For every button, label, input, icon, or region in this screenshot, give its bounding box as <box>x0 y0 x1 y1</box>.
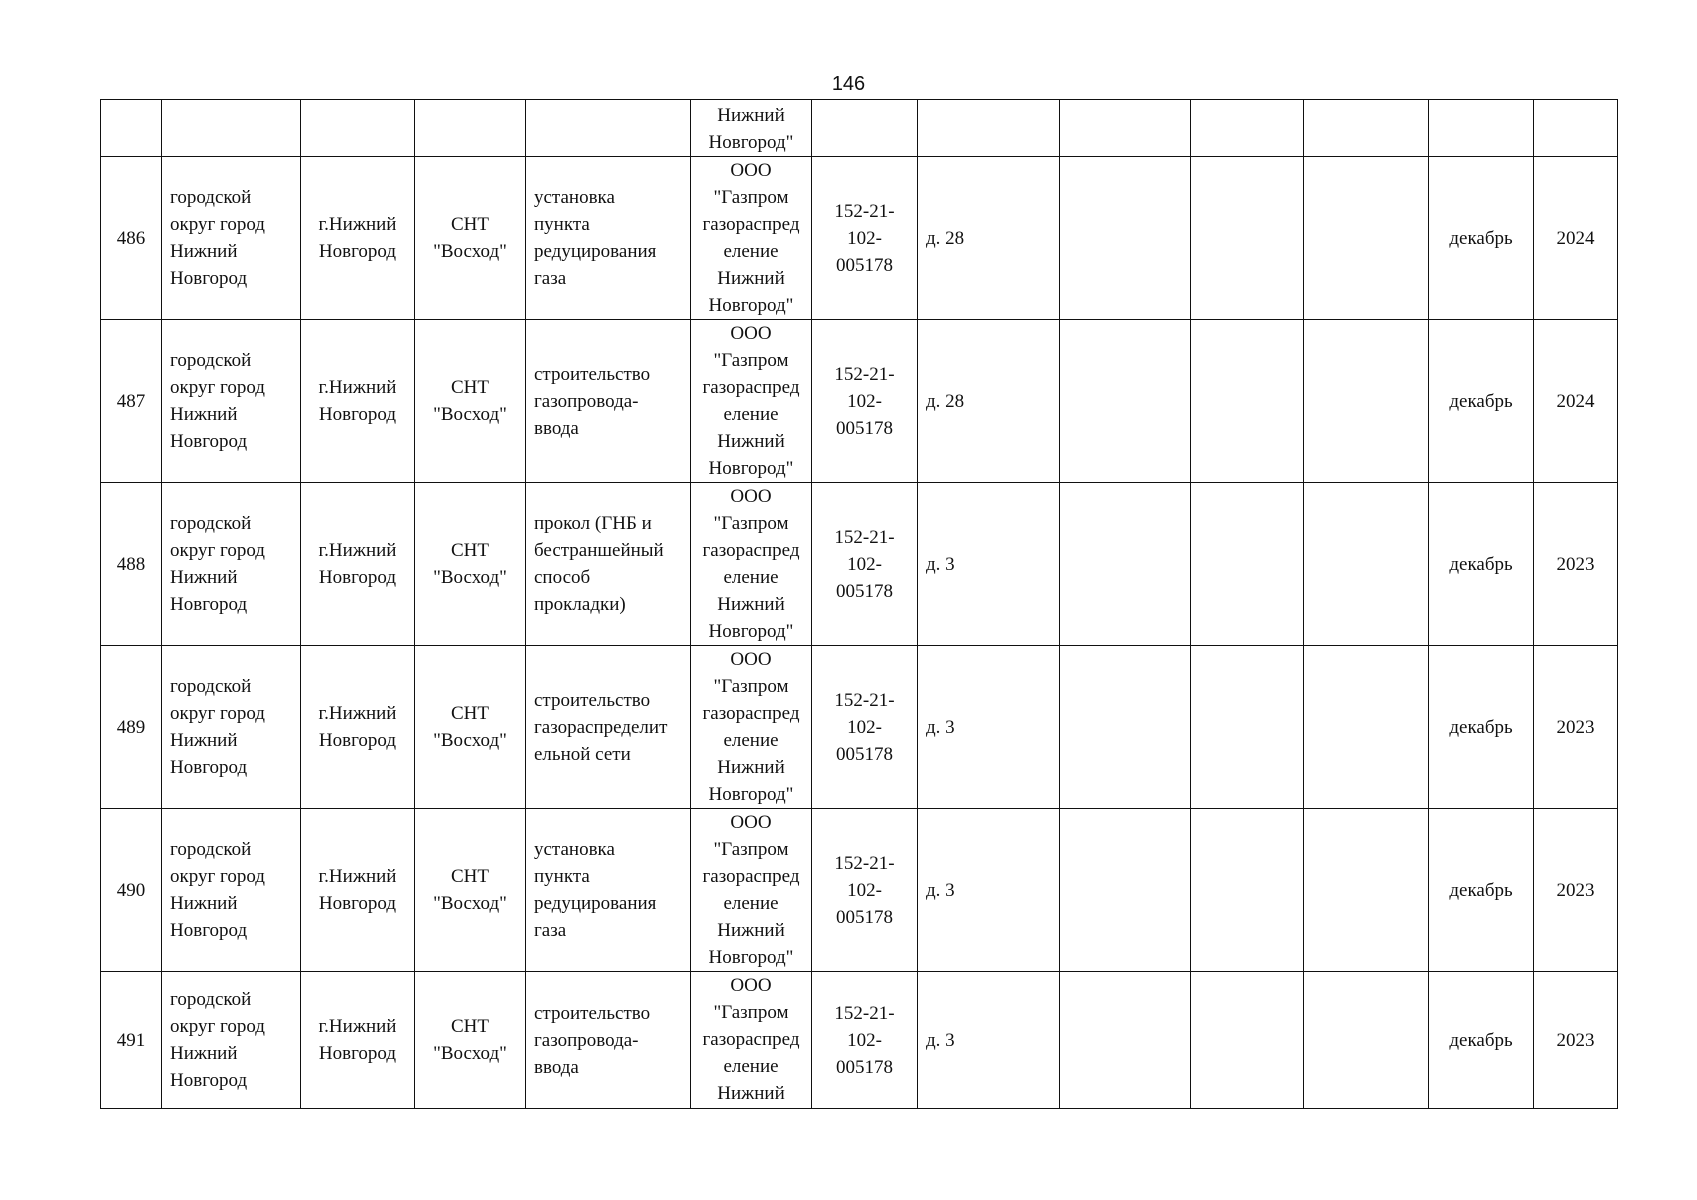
cell-year: 2023 <box>1534 809 1618 972</box>
row-number: 490 <box>101 809 162 972</box>
cell-work-type <box>526 157 691 320</box>
cell-empty <box>1304 972 1429 1109</box>
cell-month: декабрь <box>1429 483 1534 646</box>
city-line: г.Нижний <box>318 1016 397 1037</box>
cell-municipality <box>162 646 301 809</box>
municipality-line: городской <box>170 350 252 371</box>
table-row <box>101 972 1618 1109</box>
organization-line: "Газпром <box>713 1002 789 1023</box>
organization-line: ООО <box>730 649 772 670</box>
work-type-line: строительство <box>534 1002 651 1024</box>
organization-line: Новгород" <box>708 947 794 968</box>
cell-work-type <box>526 483 691 646</box>
organization-line: "Газпром <box>713 513 789 534</box>
cell-municipality <box>162 100 301 157</box>
work-type-line: строительство <box>534 689 651 711</box>
municipality-line: Новгород <box>170 268 248 289</box>
work-type-line: газопровода- <box>534 390 639 412</box>
document-line: 152-21- <box>834 200 895 222</box>
municipality-line: округ город <box>170 1016 265 1037</box>
work-type-line: бестраншейный <box>534 540 664 561</box>
snt-line: "Восход" <box>433 1043 507 1064</box>
organization-line: Новгород" <box>708 458 794 479</box>
municipality-line: Новгород <box>170 431 248 452</box>
work-type-line: газа <box>534 920 567 941</box>
cell-organization <box>691 157 812 320</box>
municipality-line: округ город <box>170 866 265 887</box>
cell-city <box>301 972 415 1109</box>
cell-work-type <box>526 646 691 809</box>
organization-line: ООО <box>730 323 772 344</box>
document-line: 005178 <box>836 580 893 602</box>
city-line: г.Нижний <box>318 703 397 724</box>
work-type-line: установка <box>534 839 615 860</box>
work-type-line: прокладки) <box>534 594 626 615</box>
cell-city <box>301 320 415 483</box>
cell-empty <box>1304 157 1429 320</box>
organization-line: газораспред <box>702 214 800 235</box>
cell-empty <box>1191 809 1304 972</box>
document-line: 152-21- <box>834 363 895 385</box>
table-body <box>101 100 1618 1109</box>
city-line: Новгород <box>318 1043 397 1064</box>
cell-month <box>1429 100 1534 157</box>
organization-line: "Газпром <box>713 350 789 371</box>
cell-house: д. 28 <box>918 320 1060 483</box>
municipality-line: городской <box>170 989 252 1010</box>
cell-work-type <box>526 972 691 1109</box>
cell-month: декабрь <box>1429 157 1534 320</box>
cell-empty <box>1191 483 1304 646</box>
cell-empty <box>1304 483 1429 646</box>
city-line: Новгород <box>318 730 397 751</box>
document-line: 152-21- <box>834 852 895 874</box>
cell-empty <box>1060 646 1191 809</box>
municipality-line: Нижний <box>170 893 238 914</box>
organization-line: еление <box>723 893 779 914</box>
municipality-line: округ город <box>170 377 265 398</box>
snt-line: СНТ <box>451 377 489 398</box>
work-type-line: пункта <box>534 866 590 887</box>
cell-year: 2023 <box>1534 972 1618 1109</box>
cell-snt <box>415 809 526 972</box>
document-line: 102- <box>847 1029 882 1051</box>
document-line: 152-21- <box>834 1002 895 1024</box>
row-number: 487 <box>101 320 162 483</box>
document-line: 005178 <box>836 254 893 276</box>
municipality-line: округ город <box>170 540 265 561</box>
work-type-line: газа <box>534 268 567 289</box>
document-line: 005178 <box>836 417 893 439</box>
cell-municipality <box>162 972 301 1109</box>
cell-month: декабрь <box>1429 972 1534 1109</box>
document-line: 102- <box>847 553 882 575</box>
cell-organization <box>691 320 812 483</box>
municipality-line: Новгород <box>170 757 248 778</box>
cell-empty <box>1060 320 1191 483</box>
city-line: г.Нижний <box>318 866 397 887</box>
snt-line: СНТ <box>451 214 489 235</box>
cell-document <box>812 809 918 972</box>
cell-empty <box>1060 157 1191 320</box>
document-line: 152-21- <box>834 526 895 548</box>
cell-document <box>812 157 918 320</box>
organization-line: "Газпром <box>713 839 789 860</box>
cell-snt <box>415 483 526 646</box>
snt-line: "Восход" <box>433 567 507 588</box>
cell-empty <box>1304 100 1429 157</box>
document-line: 005178 <box>836 1056 893 1078</box>
snt-line: СНТ <box>451 1016 489 1037</box>
municipality-line: округ город <box>170 214 265 235</box>
city-line: Новгород <box>318 404 397 425</box>
work-type-line: строительство <box>534 363 651 385</box>
cell-municipality <box>162 157 301 320</box>
cell-house: д. 3 <box>918 972 1060 1109</box>
cell-empty <box>1304 320 1429 483</box>
municipality-line: Нижний <box>170 567 238 588</box>
document-line: 102- <box>847 716 882 738</box>
municipality-line: городской <box>170 839 252 860</box>
cell-year: 2024 <box>1534 157 1618 320</box>
document-line: 102- <box>847 227 882 249</box>
municipality-line: городской <box>170 513 252 534</box>
organization-line: Нижний <box>717 1083 785 1104</box>
document-line: 005178 <box>836 906 893 928</box>
city-line: г.Нижний <box>318 540 397 561</box>
organization-line: Новгород" <box>708 295 794 316</box>
cell-organization <box>691 100 812 157</box>
organization-line: газораспред <box>702 703 800 724</box>
cell-work-type <box>526 320 691 483</box>
city-line: г.Нижний <box>318 214 397 235</box>
organization-line: Новгород" <box>708 621 794 642</box>
cell-municipality <box>162 809 301 972</box>
document-line: 005178 <box>836 743 893 765</box>
organization-line: ООО <box>730 160 772 181</box>
cell-empty <box>1304 646 1429 809</box>
municipality-line: Новгород <box>170 1070 248 1091</box>
cell-snt <box>415 972 526 1109</box>
city-line: Новгород <box>318 567 397 588</box>
organization-line: ООО <box>730 975 772 996</box>
cell-municipality <box>162 320 301 483</box>
cell-snt <box>415 157 526 320</box>
municipality-line: Нижний <box>170 1043 238 1064</box>
work-type-line: ельной сети <box>534 743 631 765</box>
snt-line: "Восход" <box>433 404 507 425</box>
municipality-line: городской <box>170 187 252 208</box>
cell-house: д. 28 <box>918 157 1060 320</box>
organization-line: Нижний <box>717 757 785 778</box>
organization-line: газораспред <box>702 540 800 561</box>
cell-city <box>301 483 415 646</box>
city-line: Новгород <box>318 241 397 262</box>
work-type-line: ввода <box>534 1056 579 1078</box>
work-type-line: способ <box>534 567 591 588</box>
organization-line: еление <box>723 404 779 425</box>
document-line: 102- <box>847 390 882 412</box>
cell-empty <box>1191 646 1304 809</box>
table-row <box>101 157 1618 320</box>
cell-empty <box>1060 809 1191 972</box>
organization-line: газораспред <box>702 1029 800 1050</box>
organization-line: Новгород" <box>708 132 794 153</box>
cell-year: 2023 <box>1534 483 1618 646</box>
cell-num <box>101 100 162 157</box>
snt-line: "Восход" <box>433 730 507 751</box>
organization-line: Нижний <box>717 105 785 126</box>
municipality-line: Нижний <box>170 730 238 751</box>
organization-line: Нижний <box>717 920 785 941</box>
table-row <box>101 646 1618 809</box>
document-line: 102- <box>847 879 882 901</box>
organization-line: еление <box>723 1056 779 1077</box>
city-line: Новгород <box>318 893 397 914</box>
cell-house: д. 3 <box>918 483 1060 646</box>
cell-document <box>812 100 918 157</box>
row-number: 491 <box>101 972 162 1109</box>
cell-month: декабрь <box>1429 320 1534 483</box>
municipality-line: Нижний <box>170 404 238 425</box>
organization-line: газораспред <box>702 377 800 398</box>
cell-empty <box>1060 100 1191 157</box>
organization-line: еление <box>723 567 779 588</box>
organization-line: еление <box>723 730 779 751</box>
cell-city <box>301 157 415 320</box>
organization-line: газораспред <box>702 866 800 887</box>
work-type-line: пункта <box>534 214 590 235</box>
municipality-line: округ город <box>170 703 265 724</box>
cell-document <box>812 483 918 646</box>
snt-line: "Восход" <box>433 241 507 262</box>
cell-document <box>812 972 918 1109</box>
cell-month: декабрь <box>1429 809 1534 972</box>
cell-empty <box>1191 320 1304 483</box>
municipality-line: Нижний <box>170 241 238 262</box>
city-line: г.Нижний <box>318 377 397 398</box>
work-type-line: редуцирования <box>534 893 657 914</box>
row-number: 486 <box>101 157 162 320</box>
municipality-line: Новгород <box>170 594 248 615</box>
cell-document <box>812 646 918 809</box>
cell-month: декабрь <box>1429 646 1534 809</box>
cell-empty <box>1191 100 1304 157</box>
cell-snt <box>415 100 526 157</box>
cell-municipality <box>162 483 301 646</box>
organization-line: Нижний <box>717 431 785 452</box>
cell-year: 2023 <box>1534 646 1618 809</box>
cell-house <box>918 100 1060 157</box>
cell-organization <box>691 646 812 809</box>
cell-empty <box>1304 809 1429 972</box>
cell-city <box>301 646 415 809</box>
table-row <box>101 809 1618 972</box>
table-row <box>101 483 1618 646</box>
snt-line: СНТ <box>451 540 489 561</box>
cell-city <box>301 809 415 972</box>
work-type-line: прокол (ГНБ и <box>534 513 652 534</box>
cell-work-type <box>526 809 691 972</box>
organization-line: "Газпром <box>713 187 789 208</box>
cell-organization <box>691 483 812 646</box>
cell-empty <box>1191 972 1304 1109</box>
cell-year <box>1534 100 1618 157</box>
cell-organization <box>691 809 812 972</box>
organization-line: Нижний <box>717 594 785 615</box>
cell-snt <box>415 646 526 809</box>
snt-line: СНТ <box>451 703 489 724</box>
municipality-line: городской <box>170 676 252 697</box>
cell-house: д. 3 <box>918 809 1060 972</box>
work-type-line: газораспределит <box>534 716 668 738</box>
row-number: 489 <box>101 646 162 809</box>
cell-document <box>812 320 918 483</box>
cell-empty <box>1060 972 1191 1109</box>
snt-line: СНТ <box>451 866 489 887</box>
organization-line: Нижний <box>717 268 785 289</box>
organization-line: ООО <box>730 812 772 833</box>
cell-snt <box>415 320 526 483</box>
cell-empty <box>1060 483 1191 646</box>
cell-organization <box>691 972 812 1109</box>
continuation-row <box>101 100 1618 157</box>
work-type-line: редуцирования <box>534 241 657 262</box>
organization-line: "Газпром <box>713 676 789 697</box>
organization-line: еление <box>723 241 779 262</box>
document-line: 152-21- <box>834 689 895 711</box>
organization-line: ООО <box>730 486 772 507</box>
cell-house: д. 3 <box>918 646 1060 809</box>
row-number: 488 <box>101 483 162 646</box>
municipality-line: Новгород <box>170 920 248 941</box>
organization-line: Новгород" <box>708 784 794 805</box>
cell-work-type <box>526 100 691 157</box>
work-type-line: установка <box>534 187 615 208</box>
snt-line: "Восход" <box>433 893 507 914</box>
cell-year: 2024 <box>1534 320 1618 483</box>
page-number: 146 <box>831 73 866 95</box>
work-type-line: ввода <box>534 417 579 439</box>
cell-city <box>301 100 415 157</box>
registry-table <box>100 99 1618 1109</box>
work-type-line: газопровода- <box>534 1029 639 1051</box>
cell-empty <box>1191 157 1304 320</box>
table-row <box>101 320 1618 483</box>
